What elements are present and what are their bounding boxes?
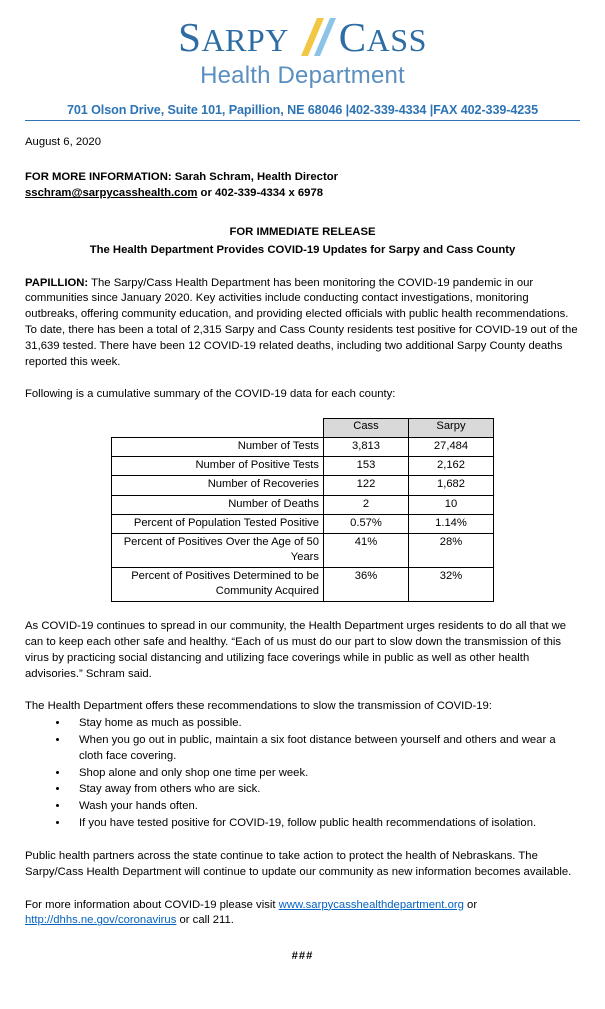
release-date: August 6, 2020 <box>25 136 102 148</box>
covid-summary-table-wrap <box>25 418 580 602</box>
table-cell-label: Number of Positive Tests <box>112 457 324 476</box>
more-info-suffix: or call 211. <box>176 914 234 927</box>
dateline: PAPILLION: <box>25 276 89 289</box>
address-line: 701 Olson Drive, Suite 101, Papillion, NE 68046 |402-339-4334 |FAX 402-339-4235 <box>67 103 538 117</box>
contact-label: FOR MORE INFORMATION: Sarah Schram, Health Director <box>25 171 339 183</box>
table-cell-label: Percent of Positives Over the Age of 50 Years <box>112 533 324 567</box>
table-cell-label: Number of Tests <box>112 438 324 457</box>
covid-summary-table <box>111 418 494 602</box>
release-headline-block <box>25 224 580 259</box>
recommendation-item: • If you have tested positive for COVID-19, follow public health recommendations of isolation. <box>69 816 580 832</box>
table-header-sarpy: Sarpy <box>409 419 494 438</box>
lead-paragraph <box>25 276 580 371</box>
spread-paragraph: As COVID-19 continues to spread in our community, the Health Department urges residents to do all that we can to keep each other safe and healthy. “Each of us must do our part to slow down the transmission of this virus by practicing social distancing and utilizing face coverings while in public as well as other health advisories.” Schram said. <box>25 620 567 680</box>
table-cell-cass: 41% <box>324 533 409 567</box>
logo-subtitle: Health Department <box>200 62 405 89</box>
table-cell-label: Percent of Positives Determined to be Community Acquired <box>112 567 324 601</box>
recommendation-item: • Stay away from others who are sick. <box>69 782 580 798</box>
table-cell-sarpy: 28% <box>409 533 494 567</box>
lead-paragraph-text: The Sarpy/Cass Health Department has been monitoring the COVID-19 pandemic in our communities since January 2020. Key activities include conducting contact investigations, monitoring outbreaks, offering community education, and providing elected officials with public health recommendations. To date, there has been a total of 2,315 Sarpy and Cass County residents test positive for COVID-19 out of the 31,639 tested. There have been 12 COVID-19 related deaths, including two additional Sarpy County deaths reported this week. <box>25 276 578 368</box>
table-row <box>112 495 494 514</box>
letterhead <box>25 0 580 121</box>
logo-wordmark <box>25 14 580 60</box>
more-info-paragraph <box>25 898 580 930</box>
sarpycass-website-link[interactable]: www.sarpycasshealthdepartment.org <box>278 898 464 911</box>
table-cell-label: Number of Deaths <box>112 495 324 514</box>
table-row <box>112 476 494 495</box>
dhhs-website-link[interactable]: http://dhhs.ne.gov/coronavirus <box>25 914 177 927</box>
table-cell-sarpy: 2,162 <box>409 457 494 476</box>
recommendation-item: • Stay home as much as possible. <box>69 716 580 732</box>
release-kicker: FOR IMMEDIATE RELEASE <box>229 225 376 238</box>
recommendation-item: • When you go out in public, maintain a six foot distance between yourself and others and wear a cloth face covering. <box>69 733 580 765</box>
table-header-blank <box>112 419 324 438</box>
table-cell-sarpy: 1,682 <box>409 476 494 495</box>
header-divider <box>25 120 580 121</box>
table-cell-sarpy: 10 <box>409 495 494 514</box>
table-cell-cass: 0.57% <box>324 514 409 533</box>
table-cell-cass: 2 <box>324 495 409 514</box>
table-cell-cass: 36% <box>324 567 409 601</box>
table-cell-sarpy: 27,484 <box>409 438 494 457</box>
table-cell-cass: 3,813 <box>324 438 409 457</box>
logo-word-cass: CASS <box>338 13 427 60</box>
table-cell-cass: 153 <box>324 457 409 476</box>
recommendation-item: • Wash your hands often. <box>69 799 580 815</box>
recommendations-intro: The Health Department offers these recommendations to slow the transmission of COVID-19: <box>25 700 492 713</box>
table-cell-sarpy: 32% <box>409 567 494 601</box>
contact-block <box>25 169 580 202</box>
logo-word-sarpy: SARPY <box>178 13 289 60</box>
table-row <box>112 533 494 567</box>
more-info-prefix: For more information about COVID-19 please visit <box>25 898 279 911</box>
contact-line <box>25 185 580 201</box>
table-cell-label: Percent of Population Tested Positive <box>112 514 324 533</box>
end-mark: ### <box>291 950 314 963</box>
double-slash-icon <box>291 14 337 60</box>
table-header-cass: Cass <box>324 419 409 438</box>
more-info-middle: or <box>463 898 478 911</box>
recommendation-item: • Shop alone and only shop one time per week. <box>69 766 580 782</box>
table-intro: Following is a cumulative summary of the COVID-19 data for each county: <box>25 388 396 401</box>
contact-phone: or 402-339-4334 x 6978 <box>197 187 324 200</box>
table-header-row <box>112 419 494 438</box>
table-cell-sarpy: 1.14% <box>409 514 494 533</box>
table-cell-label: Number of Recoveries <box>112 476 324 495</box>
contact-email-link[interactable]: sschram@sarpycasshealth.com <box>25 187 198 200</box>
table-row <box>112 438 494 457</box>
table-row <box>112 567 494 601</box>
table-row <box>112 457 494 476</box>
table-cell-cass: 122 <box>324 476 409 495</box>
release-headline: The Health Department Provides COVID-19 Updates for Sarpy and Cass County <box>89 244 516 257</box>
recommendations-list <box>25 716 580 832</box>
partners-paragraph: Public health partners across the state continue to take action to protect the health of Nebraskans. The Sarpy/Cass Health Department will continue to update our community as new information becomes available. <box>25 849 572 878</box>
table-row <box>112 514 494 533</box>
